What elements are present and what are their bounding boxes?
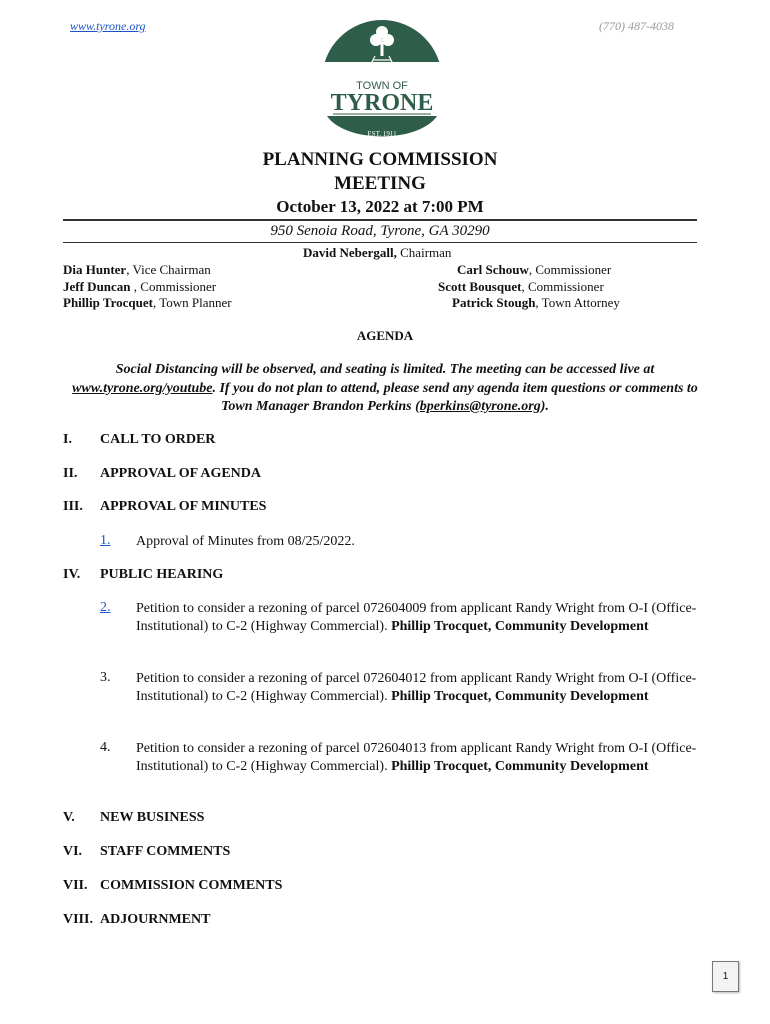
agenda-heading: AGENDA [356, 328, 414, 343]
section-call-to-order: CALL TO ORDER [100, 432, 216, 447]
section-number: V. [63, 810, 75, 825]
member-patrick-stough: Patrick Stough, Town Attorney [452, 295, 620, 310]
meeting-date: October 13, 2022 at 7:00 PM [276, 197, 484, 216]
section-new-business: NEW BUSINESS [100, 810, 205, 825]
page-number-badge: 1 [712, 961, 739, 992]
divider-top [63, 219, 697, 221]
section-approval-of-agenda: APPROVAL OF AGENDA [100, 466, 262, 481]
member-vice-chairman: Dia Hunter, Vice Chairman [63, 262, 211, 277]
social-distancing-notice: Social Distancing will be observed, and seating is limited. The meeting can be accessed live at www.tyrone.org/youtube. If you do not plan to attend, please send any agenda item questions or comments to Town Manager Brandon Perkins (bperkins@tyrone.org). [72, 362, 698, 414]
member-chairman: David Nebergall, Chairman [303, 245, 452, 260]
svg-text:TYRONE: TYRONE [330, 90, 434, 116]
member-carl-schouw: Carl Schouw, Commissioner [457, 262, 612, 277]
meeting-address: 950 Senoia Road, Tyrone, GA 30290 [270, 223, 490, 239]
item-1-link[interactable]: 1. [100, 533, 111, 548]
section-number: VI. [63, 844, 83, 859]
member-phillip-trocquet: Phillip Trocquet, Town Planner [63, 295, 232, 310]
section-number: IV. [63, 567, 81, 582]
section-commission-comments: COMMISSION COMMENTS [100, 878, 283, 893]
website-link[interactable]: www.tyrone.org [70, 19, 146, 33]
phone-number: (770) 487-4038 [599, 19, 674, 33]
section-number: II. [63, 466, 78, 481]
section-number: III. [63, 499, 83, 514]
section-number: VII. [63, 878, 88, 893]
section-number: VIII. [63, 912, 93, 927]
section-public-hearing: PUBLIC HEARING [100, 567, 224, 582]
item-4-text: Petition to consider a rezoning of parcel 072604013 from applicant Randy Wright from O-I (Office-Institutional) to C-2 (Highway Commercial). Phillip Trocquet, Community Development [136, 741, 697, 774]
svg-text:TOWN OF: TOWN OF [356, 80, 408, 92]
section-adjournment: ADJOURNMENT [100, 912, 211, 927]
youtube-link[interactable]: www.tyrone.org/youtube [72, 380, 213, 396]
member-scott-bousquet: Scott Bousquet, Commissioner [438, 279, 604, 294]
member-jeff-duncan: Jeff Duncan , Commissioner [63, 279, 217, 294]
divider-bottom [63, 242, 697, 243]
email-link[interactable]: bperkins@tyrone.org [419, 399, 541, 414]
item-1-text: Approval of Minutes from 08/25/2022. [136, 534, 355, 549]
section-staff-comments: STAFF COMMENTS [100, 844, 231, 859]
item-3-number: 3. [100, 670, 111, 685]
item-3-text: Petition to consider a rezoning of parcel 072604012 from applicant Randy Wright from O-I (Office-Institutional) to C-2 (Highway Commercial). Phillip Trocquet, Community Development [136, 671, 697, 704]
section-number: I. [63, 432, 72, 447]
section-approval-of-minutes: APPROVAL OF MINUTES [100, 499, 267, 514]
svg-text:• GEORGIA •: • GEORGIA • [364, 118, 400, 124]
meeting-title-line2: MEETING [334, 173, 426, 194]
item-4-number: 4. [100, 740, 111, 755]
item-2-text: Petition to consider a rezoning of parcel 072604009 from applicant Randy Wright from O-I (Office-Institutional) to C-2 (Highway Commercial). Phillip Trocquet, Community Development [136, 601, 697, 634]
town-of-tyrone-logo [319, 14, 445, 146]
meeting-title-line1: PLANNING COMMISSION [262, 149, 498, 170]
item-2-link[interactable]: 2. [100, 600, 111, 615]
svg-text:EST. 1911: EST. 1911 [367, 130, 397, 138]
